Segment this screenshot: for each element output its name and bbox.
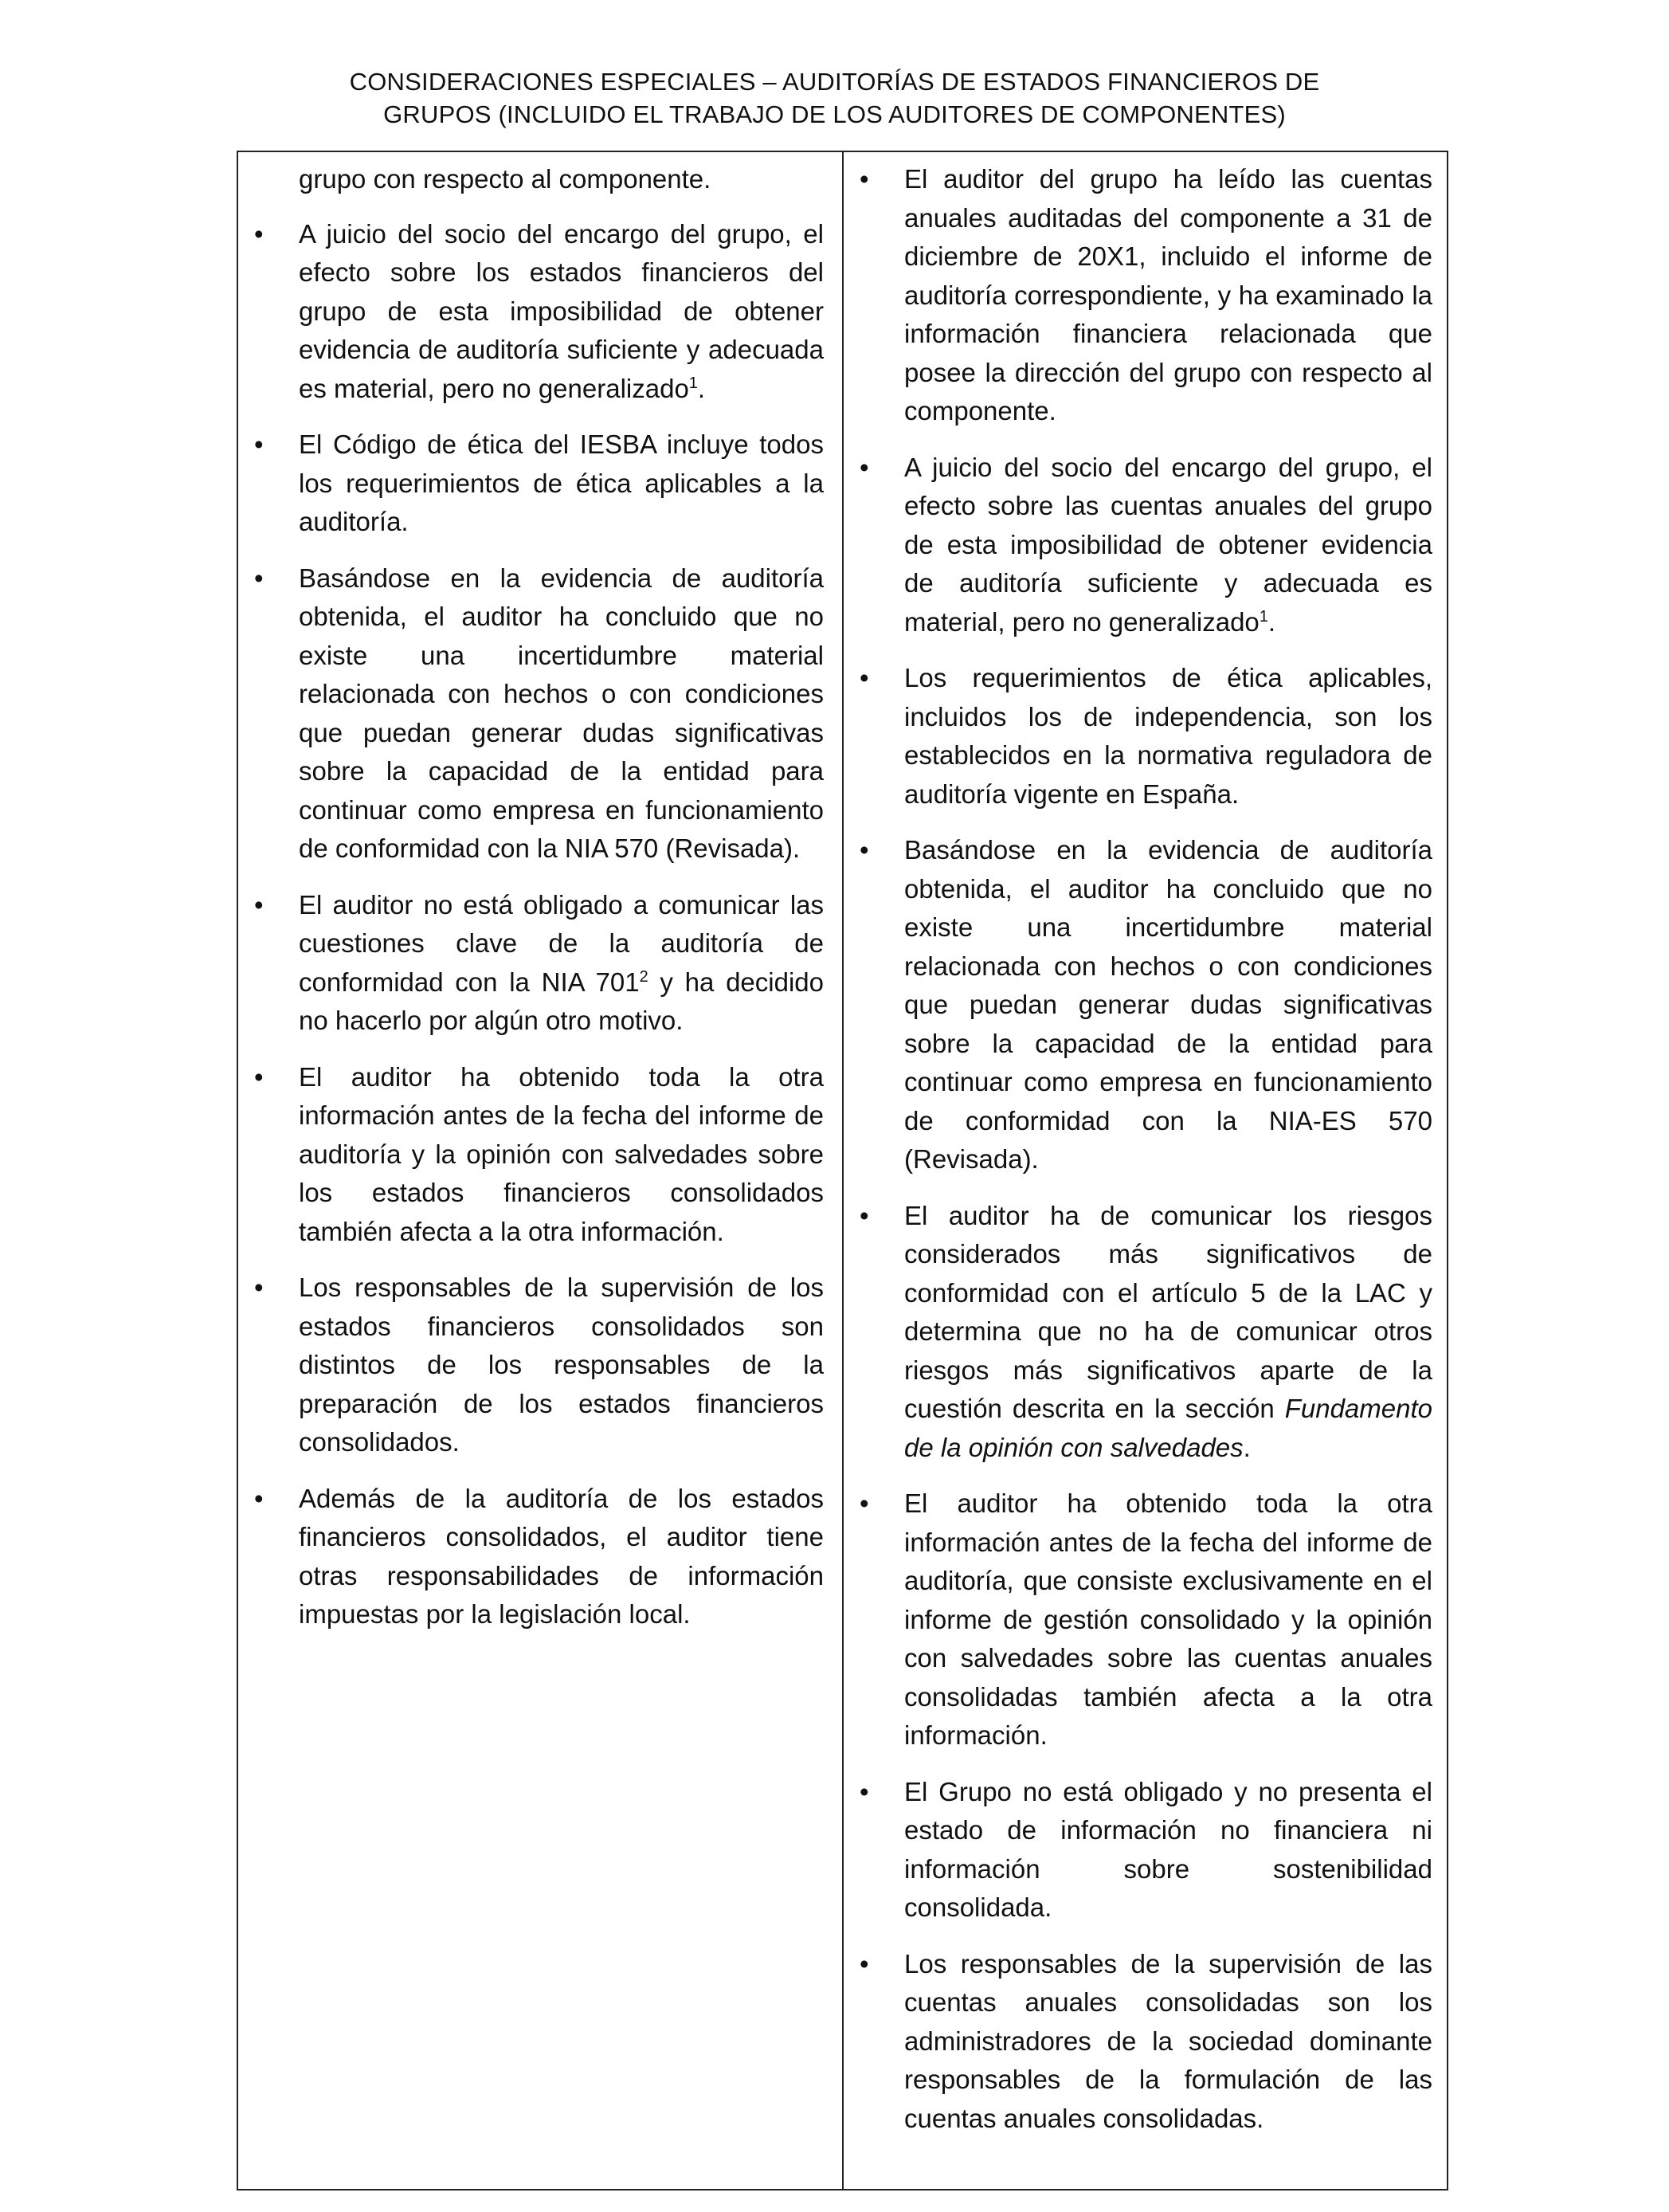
right-item-text xyxy=(904,449,1432,642)
bullet-icon: • xyxy=(860,452,869,482)
item-body: A juicio del socio del encargo del grupo, el efecto sobre las cuentas anuales del grupo de esta imposibilidad de obtener evidencia de auditoría suficiente y adecuada es material, pero no generalizado xyxy=(904,452,1432,637)
page-header xyxy=(0,65,1669,131)
footnote-marker: 1 xyxy=(688,374,698,392)
item-body: Basándose en la evidencia de auditoría obtenida, el auditor ha concluido que no existe una incertidumbre material relacionada con hechos o con condiciones que puedan generar dudas significativas sobre la capacidad de la entidad para continuar como empresa en funcionamiento de conformidad con la NIA-ES 570 (Revisada). xyxy=(904,835,1432,1174)
bullet-icon: • xyxy=(860,1948,869,1979)
item-body: El auditor ha obtenido toda la otra información antes de la fecha del informe de auditoría, que consiste exclusivamente en el informe de gestión consolidado y la opinión con salvedades sobre las cuentas anuales consolidadas también afecta a la otra información. xyxy=(904,1488,1432,1750)
footnote-marker: 2 xyxy=(639,967,648,986)
right-list-item xyxy=(860,1773,1432,1928)
bullet-icon: • xyxy=(254,1273,264,1302)
bullet-icon: • xyxy=(860,1776,869,1806)
header-line-2: GRUPOS (INCLUIDO EL TRABAJO DE LOS AUDITORES DE COMPONENTES) xyxy=(383,100,1286,128)
italic-reference: Fundamento de la opinión con salvedades xyxy=(904,1394,1432,1462)
left-list-item xyxy=(254,559,824,869)
bullet-icon: • xyxy=(860,1200,869,1230)
item-body: Los responsables de la supervisión de las cuentas anuales consolidadas son los administradores de la sociedad dominante responsables de la formulación de las cuentas anuales consolidadas. xyxy=(904,1948,1432,2133)
item-tail: y ha decidido no hacerlo por algún otro motivo. xyxy=(299,967,824,1035)
left-item-text xyxy=(299,559,824,869)
right-item-text xyxy=(904,1945,1432,2139)
left-item-text xyxy=(299,886,824,1041)
right-item-text xyxy=(904,659,1432,814)
right-column xyxy=(860,160,1432,2155)
left-item-text xyxy=(299,426,824,542)
left-list-item xyxy=(254,1269,824,1462)
left-list-item xyxy=(254,1480,824,1634)
bullet-icon: • xyxy=(254,563,264,593)
item-body: El Código de ética del IESBA incluye todos los requerimientos de ética aplicables a la auditoría. xyxy=(299,429,824,536)
left-continuation-text: grupo con respecto al componente. xyxy=(299,164,711,194)
right-item-text xyxy=(904,160,1432,431)
item-body: El Grupo no está obligado y no presenta el estado de información no financiera ni información sobre sostenibilidad consolidada. xyxy=(904,1776,1432,1922)
right-item-text xyxy=(904,1773,1432,1928)
left-item-text xyxy=(299,1058,824,1252)
bullet-icon: • xyxy=(860,663,869,692)
right-item-text xyxy=(904,1484,1432,1755)
left-item-text xyxy=(299,1480,824,1634)
item-body: El auditor ha obtenido toda la otra información antes de la fecha del informe de auditoría y la opinión con salvedades sobre los estados financieros consolidados también afecta a la otra información. xyxy=(299,1061,824,1246)
right-list-item xyxy=(860,1945,1432,2139)
right-list-item xyxy=(860,449,1432,642)
right-list-item xyxy=(860,160,1432,431)
bullet-icon: • xyxy=(860,835,869,865)
item-tail: . xyxy=(697,373,706,403)
left-list-item xyxy=(254,215,824,409)
bullet-icon: • xyxy=(254,889,264,920)
right-item-text xyxy=(904,1197,1432,1468)
footnote-marker: 1 xyxy=(1259,607,1268,626)
item-body: El auditor no está obligado a comunicar las cuestiones clave de la auditoría de conformidad con la NIA 701 xyxy=(299,889,824,997)
item-body: A juicio del socio del encargo del grupo, el efecto sobre los estados financieros del grupo de esta imposibilidad de obtener evidencia de auditoría suficiente y adecuada es material, pero no generalizado xyxy=(299,218,824,403)
left-item-text xyxy=(299,1269,824,1462)
left-list-item xyxy=(254,426,824,542)
right-list-item xyxy=(860,1197,1432,1468)
item-tail: . xyxy=(1243,1432,1251,1462)
right-list-item xyxy=(860,1484,1432,1755)
item-body: Basándose en la evidencia de auditoría obtenida, el auditor ha concluido que no existe una incertidumbre material relacionada con hechos o con condiciones que puedan generar dudas significativas sobre la capacidad de la entidad para continuar como empresa en funcionamiento de conformidad con la NIA 570 (Revisada). xyxy=(299,563,824,863)
bullet-icon: • xyxy=(860,164,869,194)
right-item-text xyxy=(904,831,1432,1179)
bullet-icon: • xyxy=(254,1483,264,1513)
comparison-table xyxy=(237,151,1448,2190)
item-body: Además de la auditoría de los estados financieros consolidados, el auditor tiene otras responsabilidades de información impuestas por la legislación local. xyxy=(299,1483,824,1629)
item-body: Los requerimientos de ética aplicables, incluidos los de independencia, son los establecidos en la normativa reguladora de auditoría vigente en España. xyxy=(904,663,1432,809)
bullet-icon: • xyxy=(254,1061,264,1092)
bullet-icon: • xyxy=(254,429,264,459)
header-line-1: CONSIDERACIONES ESPECIALES – AUDITORÍAS DE ESTADOS FINANCIEROS DE xyxy=(349,68,1320,96)
item-body: Los responsables de la supervisión de los estados financieros consolidados son distintos de los responsables de la preparación de los estados financieros consolidados. xyxy=(299,1273,824,1457)
item-body: El auditor del grupo ha leído las cuentas anuales auditadas del componente a 31 de diciembre de 20X1, incluido el informe de auditoría correspondiente, y ha examinado la información financiera relacionada que posee la dirección del grupo con respecto al componente. xyxy=(904,164,1432,426)
left-item-text xyxy=(299,215,824,409)
item-tail: . xyxy=(1267,606,1276,637)
left-list-item xyxy=(254,886,824,1041)
bullet-icon: • xyxy=(860,1488,869,1518)
left-list-item xyxy=(254,1058,824,1252)
item-body: El auditor ha de comunicar los riesgos considerados más significativos de conformidad con el artículo 5 de la LAC y determina que no ha de comunicar otros riesgos más significativos aparte de la cuestión descrita en la sección xyxy=(904,1200,1432,1423)
bullet-icon: • xyxy=(254,218,264,249)
column-divider xyxy=(842,152,844,2189)
right-list-item xyxy=(860,659,1432,814)
left-column xyxy=(254,160,824,1652)
right-list-item xyxy=(860,831,1432,1179)
